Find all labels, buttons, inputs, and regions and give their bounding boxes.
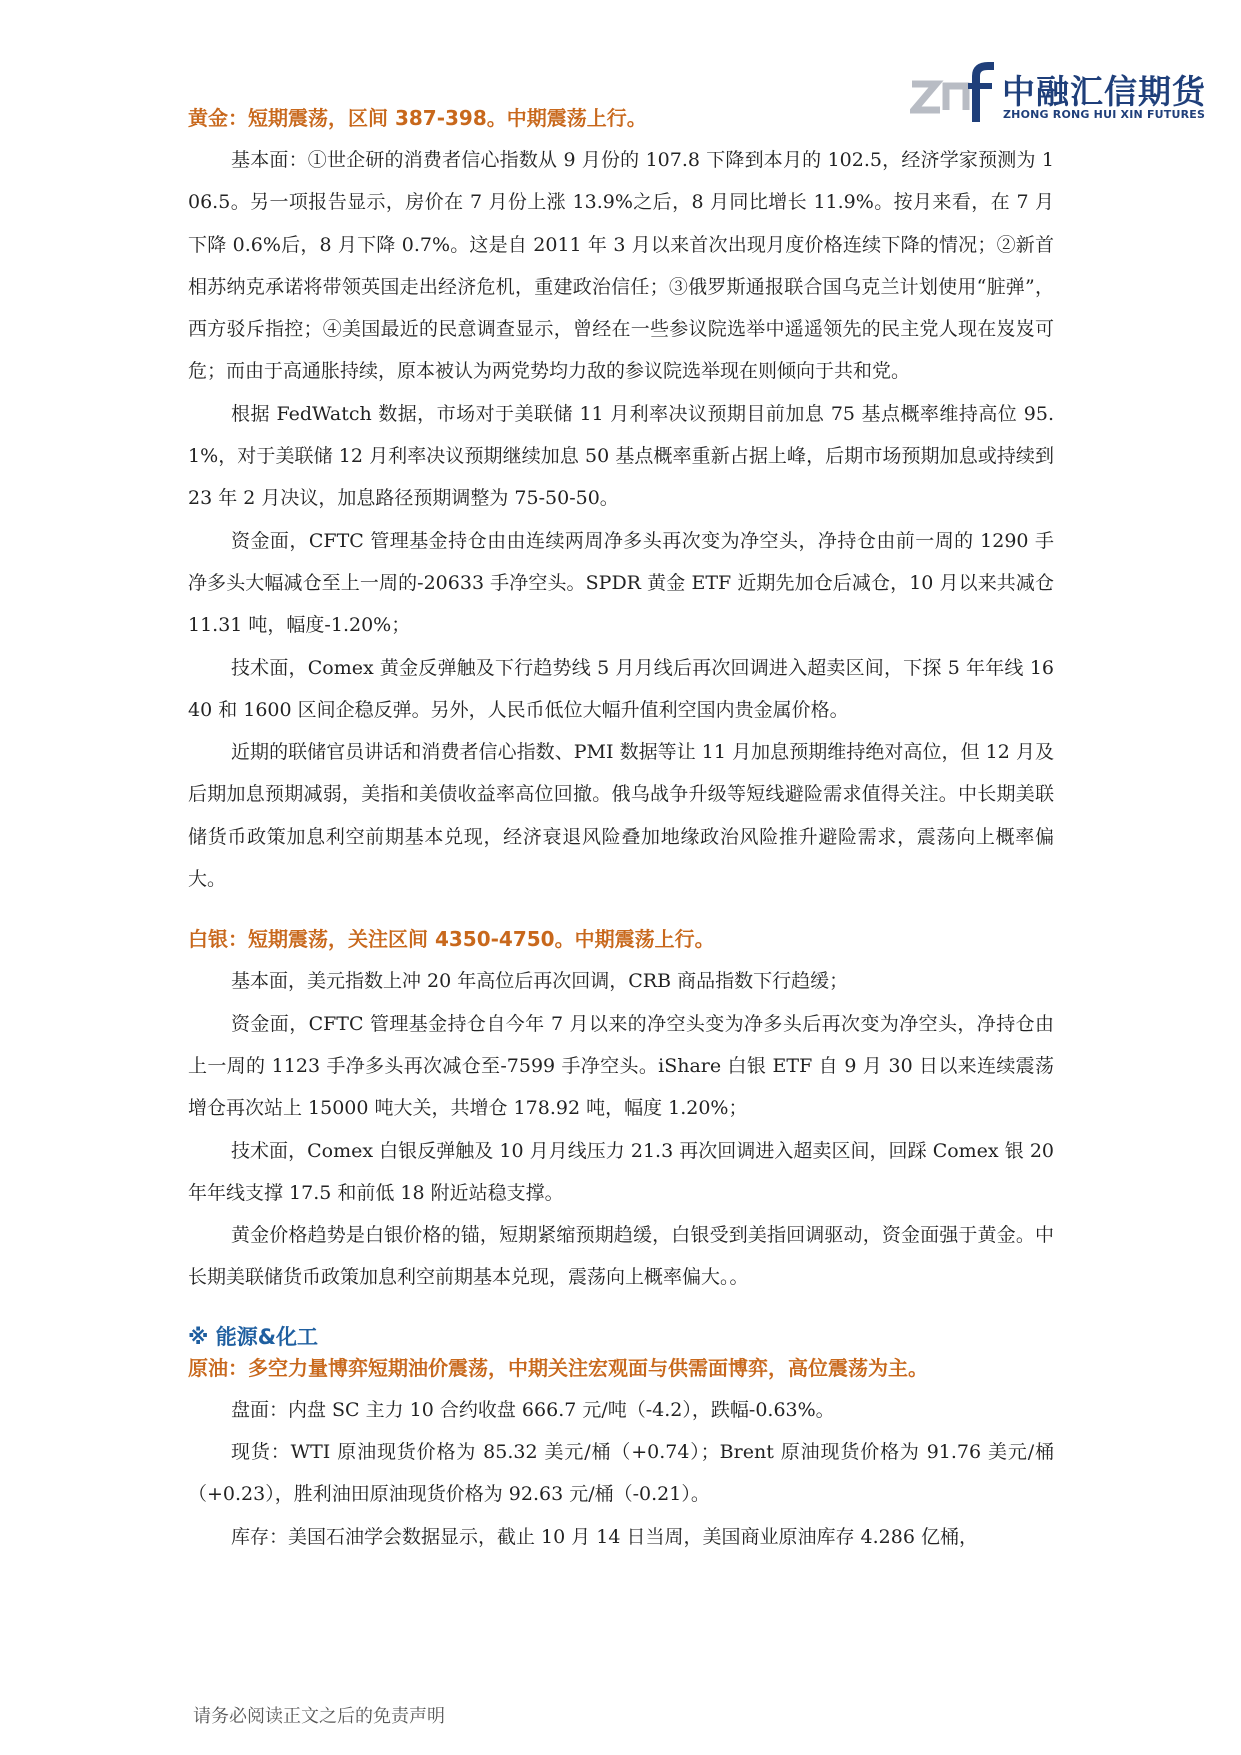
- logo-chinese-name: 中融汇信期货: [1002, 72, 1206, 111]
- logo-english-name: ZHONG RONG HUI XIN FUTURES: [1003, 108, 1206, 121]
- gold-summary-paragraph: 近期的联储官员讲话和消费者信心指数、PMI 数据等让 11 月加息预期维持绝对高位，但 12 月及后期加息预期减弱，美指和美债收益率高位回撤。俄乌战争升级等短线避险需求值得关注。中长期美联储货币政策加息利空前期基本兑现，经济衰退风险叠加地缘政治风险推升避险需求，震荡向上概率偏大。: [188, 741, 1054, 891]
- silver-heading: 白银：短期震荡，关注区间 4350-4750。中期震荡上行。: [188, 927, 715, 952]
- gold-fedwatch-paragraph: 根据 FedWatch 数据，市场对于美联储 11 月利率决议预期目前加息 75 基点概率维持高位 95.1%，对于美联储 12 月利率决议预期继续加息 50 基点概率重新占据上峰，后期市场预期加息或持续到 23 年 2 月决议，加息路径预期调整为 75-50-50。: [188, 402, 1054, 510]
- crude-market-paragraph: 盘面：内盘 SC 主力 10 合约收盘 666.7 元/吨（-4.2），跌幅-0.63%。: [231, 1398, 835, 1421]
- crude-inventory-paragraph: 库存：美国石油学会数据显示，截止 10 月 14 日当周，美国商业原油库存 4.286 亿桶，: [231, 1525, 978, 1548]
- silver-summary-paragraph: 黄金价格趋势是白银价格的锚，短期紧缩预期趋缓，白银受到美指回调驱动，资金面强于黄金。中长期美联储货币政策加息利空前期基本兑现，震荡向上概率偏大。。: [188, 1224, 1054, 1289]
- gold-funds-paragraph: 资金面，CFTC 管理基金持仓由由连续两周净多头再次变为净空头，净持仓由前一周的 1290 手净多头大幅减仓至上一周的-20633 手净空头。SPDR 黄金 ETF 近期先加仓后减仓，10 月以来共减仓 11.31 吨，幅度-1.20%；: [188, 529, 1054, 637]
- gold-fundamentals-paragraph: 基本面：①世企研的消费者信心指数从 9 月份的 107.8 下降到本月的 102.5，经济学家预测为 106.5。另一项报告显示，房价在 7 月份上涨 13.9%之后，8 月同比增长 11.9%。按月来看，在 7 月下降 0.6%后，8 月下降 0.7%。这是自 2011 年 3 月以来首次出现月度价格连续下降的情况；②新首相苏纳克承诺将带领英国走出经济危机，重建政治信任；③俄罗斯通报联合国乌克兰计划使用“脏弹”，西方驳斥指控；④美国最近的民意调查显示，曾经在一些参议院选举中遥遥领先的民主党人现在岌岌可危；而由于高通胀持续，原本被认为两党势均力敌的参议院选举现在则倾向于共和党。: [188, 149, 1054, 383]
- energy-section-title: ※ 能源&化工: [188, 1324, 319, 1349]
- gold-heading: 黄金：短期震荡，区间 387-398。中期震荡上行。: [188, 106, 647, 130]
- gold-technical-paragraph: 技术面，Comex 黄金反弹触及下行趋势线 5 月月线后再次回调进入超卖区间，下探 5 年年线 1640 和 1600 区间企稳反弹。另外，人民币低位大幅升值利空国内贵金属价格。: [188, 656, 1054, 721]
- disclaimer-footer: 请务必阅读正文之后的免责声明: [193, 1706, 445, 1727]
- crude-spot-paragraph: 现货：WTI 原油现货价格为 85.32 美元/桶（+0.74）；Brent 原油现货价格为 91.76 美元/桶（+0.23），胜利油田原油现货价格为 92.63 元/桶（-0.21）。: [188, 1441, 1054, 1506]
- silver-technical-paragraph: 技术面，Comex 白银反弹触及 10 月月线压力 21.3 再次回调进入超卖区间，回踩 Comex 银 20 年年线支撑 17.5 和前低 18 附近站稳支撑。: [188, 1139, 1054, 1204]
- document-body: [188, 103, 1054, 1558]
- crude-oil-heading: 原油：多空力量博弈短期油价震荡，中期关注宏观面与供需面博弈，高位震荡为主。: [188, 1355, 928, 1380]
- silver-fundamentals-paragraph: 基本面，美元指数上冲 20 年高位后再次回调，CRB 商品指数下行趋缓；: [231, 970, 849, 993]
- silver-funds-paragraph: 资金面，CFTC 管理基金持仓自今年 7 月以来的净空头变为净多头后再次变为净空头，净持仓由上一周的 1123 手净多头再次减仓至-7599 手净空头。iShare 白银 ETF 自 9 月 30 日以来连续震荡增仓再次站上 15000 吨大关，共增仓 178.92 吨，幅度 1.20%；: [188, 1012, 1054, 1120]
